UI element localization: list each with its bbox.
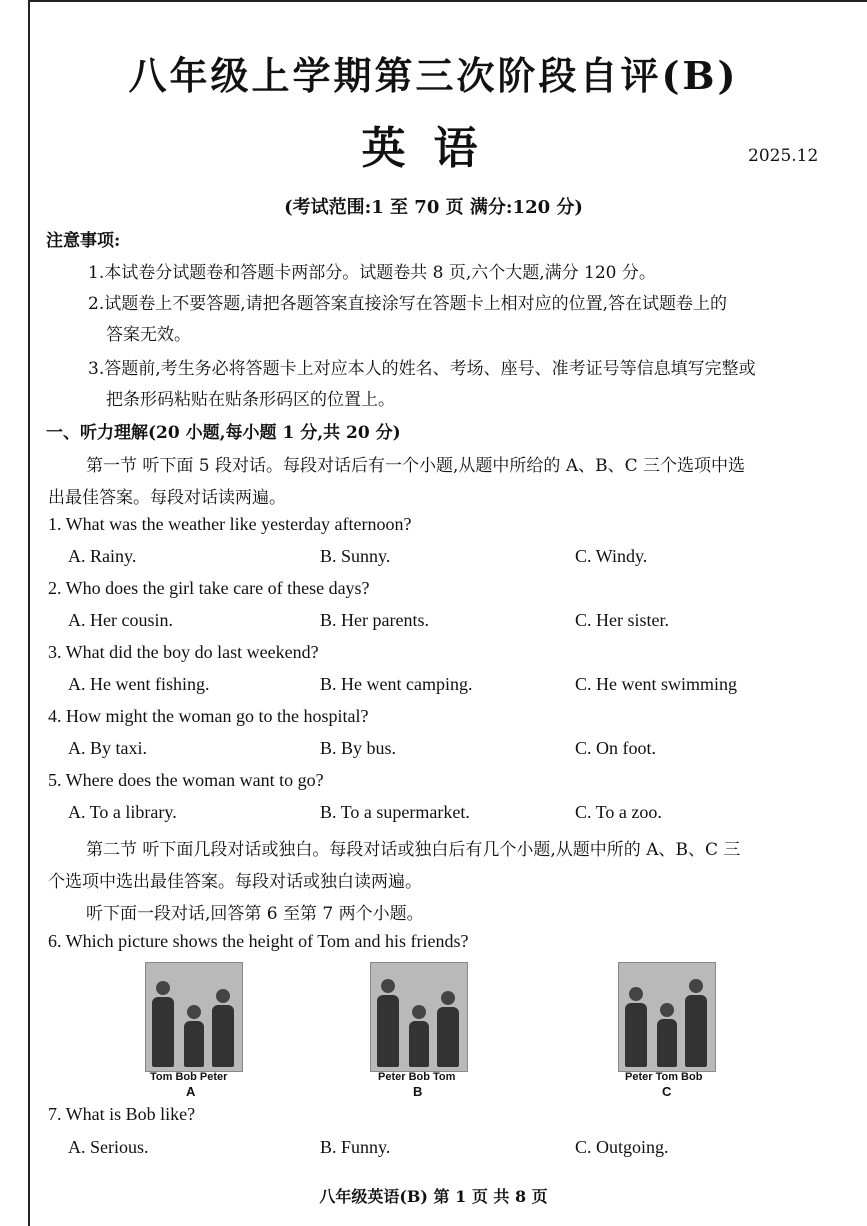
part1-instruction-cont: 出最佳答案。每段对话读两遍。 — [48, 488, 286, 508]
q7-option-c: C. Outgoing. — [575, 1137, 669, 1157]
q7-option-a: A. Serious. — [68, 1137, 149, 1157]
part2-dialogue-instruction: 听下面一段对话,回答第 6 至第 7 两个小题。 — [86, 904, 424, 924]
question-1: 1. What was the weather like yesterday afternoon? — [48, 514, 412, 534]
question-3: 3. What did the boy do last weekend? — [48, 642, 319, 662]
question-2: 2. Who does the girl take care of these days? — [48, 578, 370, 598]
picture-a-label: A — [186, 1084, 196, 1099]
q5-option-b: B. To a supermarket. — [320, 802, 470, 822]
exam-title: 八年级上学期第三次阶段自评(B) — [128, 53, 739, 98]
q3-option-c: C. He went swimming — [575, 674, 737, 694]
notes-heading: 注意事项: — [46, 231, 121, 251]
picture-c-names: Peter Tom Bob — [625, 1071, 703, 1083]
picture-b — [370, 962, 468, 1072]
note-item-3-cont: 把条形码粘贴在贴条形码区的位置上。 — [106, 390, 395, 410]
q7-option-b: B. Funny. — [320, 1137, 391, 1157]
picture-c-label: C — [662, 1084, 672, 1099]
question-5: 5. Where does the woman want to go? — [48, 770, 324, 790]
question-4: 4. How might the woman go to the hospital? — [48, 706, 369, 726]
q3-option-b: B. He went camping. — [320, 674, 473, 694]
exam-scope: (考试范围:1 至 70 页 满分:120 分) — [284, 197, 583, 218]
page-border-top — [28, 0, 867, 2]
q4-option-b: B. By bus. — [320, 738, 397, 758]
question-6: 6. Which picture shows the height of Tom and his friends? — [48, 931, 469, 951]
picture-c — [618, 962, 716, 1072]
page-footer: 八年级英语(B) 第 1 页 共 8 页 — [319, 1187, 548, 1206]
page-border-left — [28, 0, 30, 1226]
q2-option-c: C. Her sister. — [575, 610, 669, 630]
exam-date: 2025.12 — [748, 146, 819, 166]
note-item-2: 2.试题卷上不要答题,请把各题答案直接涂写在答题卡上相对应的位置,答在试题卷上的 — [88, 294, 728, 314]
q4-option-a: A. By taxi. — [68, 738, 147, 758]
q5-option-a: A. To a library. — [68, 802, 177, 822]
note-item-3: 3.答题前,考生务必将答题卡上对应本人的姓名、考场、座号、准考证号等信息填写完整或 — [88, 359, 756, 379]
q2-option-a: A. Her cousin. — [68, 610, 173, 630]
question-7: 7. What is Bob like? — [48, 1104, 196, 1124]
part2-instruction: 第二节 听下面几段对话或独白。每段对话或独白后有几个小题,从题中所的 A、B、C 三 — [86, 840, 741, 860]
picture-a — [145, 962, 243, 1072]
q3-option-a: A. He went fishing. — [68, 674, 210, 694]
picture-b-names: Peter Bob Tom — [378, 1071, 456, 1083]
note-item-2-cont: 答案无效。 — [106, 325, 191, 345]
subject-title: 英语 — [361, 123, 506, 174]
part1-instruction: 第一节 听下面 5 段对话。每段对话后有一个小题,从题中所给的 A、B、C 三个选项中选 — [86, 456, 746, 476]
q1-option-a: A. Rainy. — [68, 546, 137, 566]
picture-a-names: Tom Bob Peter — [150, 1071, 228, 1083]
q2-option-b: B. Her parents. — [320, 610, 429, 630]
picture-b-label: B — [413, 1084, 423, 1099]
note-item-1: 1.本试卷分试题卷和答题卡两部分。试题卷共 8 页,六个大题,满分 120 分。 — [88, 263, 656, 283]
part2-instruction-cont: 个选项中选出最佳答案。每段对话或独白读两遍。 — [48, 872, 422, 892]
q1-option-c: C. Windy. — [575, 546, 648, 566]
q4-option-c: C. On foot. — [575, 738, 656, 758]
section-heading: 一、听力理解(20 小题,每小题 1 分,共 20 分) — [46, 423, 401, 443]
q5-option-c: C. To a zoo. — [575, 802, 662, 822]
q1-option-b: B. Sunny. — [320, 546, 391, 566]
